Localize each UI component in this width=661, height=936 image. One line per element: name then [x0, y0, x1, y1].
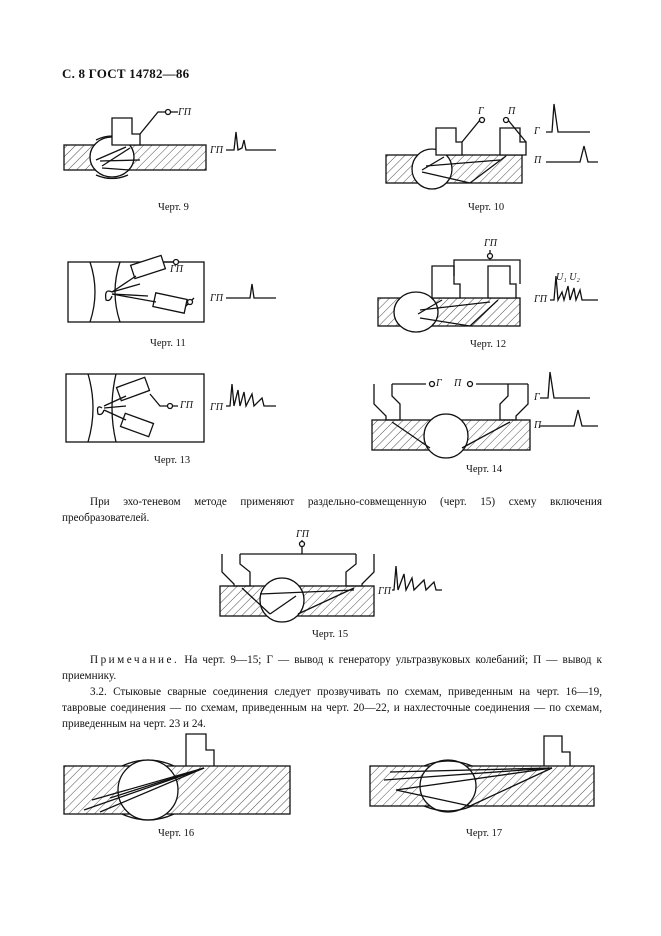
fig12-gp-label: ГП: [484, 238, 497, 249]
fig12-gp-label-2: ГП: [534, 294, 547, 305]
note-label: Примечание.: [90, 654, 180, 666]
fig15-gp-label-2: ГП: [378, 586, 391, 597]
figure-13: [66, 374, 276, 442]
fig11-gp-label: ГП: [170, 264, 183, 275]
fig10-p-label: П: [508, 106, 516, 117]
caption-fig16: Черт. 16: [158, 828, 195, 839]
fig13-gp-label: ГП: [180, 400, 193, 411]
page-header: С. 8 ГОСТ 14782—86: [62, 66, 190, 81]
fig9-gp-label-2: ГП: [210, 145, 223, 156]
echo-shadow-paragraph: При эхо-теневом методе применяют раздельно-совмещенную (черт. 15) схему включения преобразователей.: [62, 496, 602, 524]
fig14-g-label-2: Г: [534, 392, 540, 403]
fig10-g-label-2: Г: [534, 126, 540, 137]
caption-fig10: Черт. 10: [468, 202, 505, 213]
caption-fig17: Черт. 17: [466, 828, 503, 839]
fig13-gp-label-2: ГП: [210, 402, 223, 413]
figure-9: [64, 110, 276, 179]
fig9-gp-label: ГП: [178, 107, 191, 118]
figure-16: [64, 734, 290, 820]
caption-fig11: Черт. 11: [150, 338, 186, 349]
figure-15: [220, 540, 442, 622]
note-body: На черт. 9—15; Г — вывод к генератору ультразвуковых колебаний; П — вывод к приемнику.: [62, 654, 602, 682]
caption-fig13: Черт. 13: [154, 455, 191, 466]
fig12-u-label: U₁ U₂: [556, 272, 580, 283]
fig14-g-label: Г: [436, 378, 442, 389]
caption-fig14: Черт. 14: [466, 464, 503, 475]
caption-fig9: Черт. 9: [158, 202, 189, 213]
figure-12: [378, 250, 598, 332]
section-3-2-paragraph: 3.2. Стыковые сварные соединения следует прозвучивать по схемам, приведенным на черт. 16—19, тавровые соединения — по схемам, приведенным на черт. 20—22, и нахлесточные соединения — по схемам, приведенным на черт. 23 и 24.: [62, 686, 602, 730]
fig14-p-label: П: [454, 378, 462, 389]
figure-17: [370, 736, 594, 812]
fig15-gp-label: ГП: [296, 529, 309, 540]
fig14-p-label-2: П: [534, 420, 542, 431]
figure-14: [372, 372, 598, 458]
fig10-p-label-2: П: [534, 155, 542, 166]
fig11-gp-label-2: ГП: [210, 293, 223, 304]
fig10-g-label: Г: [478, 106, 484, 117]
caption-fig12: Черт. 12: [470, 339, 507, 350]
figure-10: [386, 104, 598, 189]
caption-fig15: Черт. 15: [312, 629, 349, 640]
